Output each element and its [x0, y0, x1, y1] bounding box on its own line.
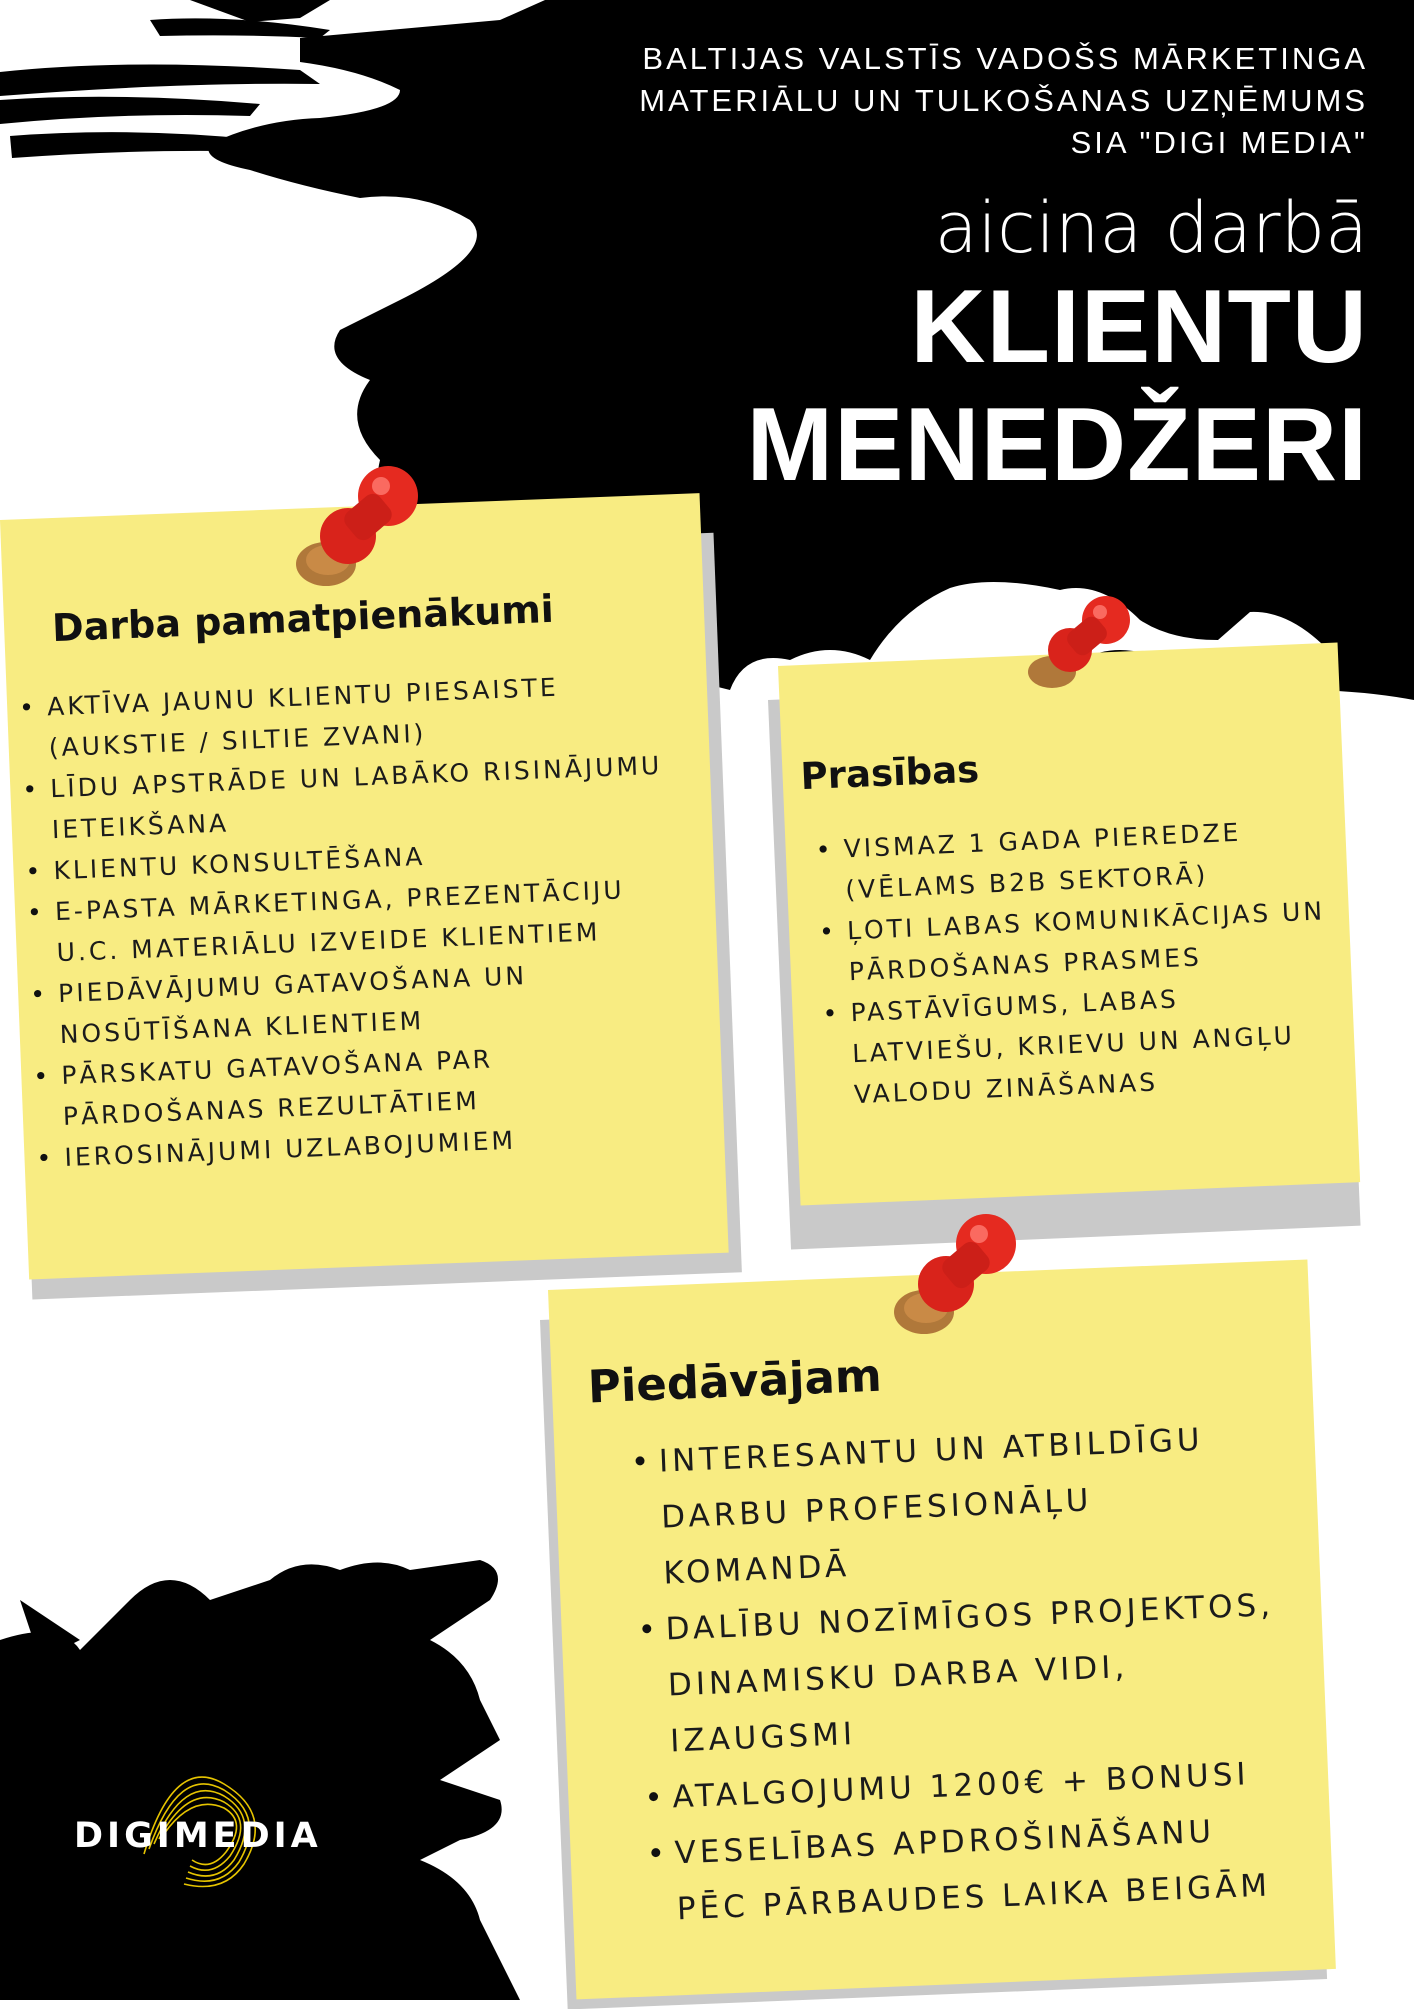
duties-heading: Darba pamatpienākumi — [51, 586, 555, 651]
list-item: • E-PASTA MĀRKETINGA, PREZENTĀCIJU U.C. MATERIĀLU IZVEIDE KLIENTIEM — [54, 867, 697, 974]
list-item: • LĪDU APSTRĀDE UN LABĀKO RISINĀJUMU IETEIKŠANA — [50, 744, 693, 851]
sticky-note-offer — [548, 1259, 1336, 1999]
requirements-list — [843, 808, 1345, 1115]
job-title — [639, 268, 1368, 504]
pushpin-icon — [884, 1204, 1034, 1344]
list-item: • ĻOTI LABAS KOMUNIKĀCIJAS UN PĀRDOŠANAS PRASMES — [846, 890, 1339, 992]
list-item: • PĀRSKATU GATAVOŠANA PAR PĀRDOŠANAS REZULTĀTIEM — [61, 1031, 704, 1138]
list-item: • PASTĀVĪGUMS, LABAS LATVIEŠU, KRIEVU UN ANGĻU VALODU ZINĀŠANAS — [850, 972, 1345, 1115]
list-item: • INTERESANTU UN ATBILDĪGU DARBU PROFESIONĀĻU KOMANDĀ — [658, 1409, 1274, 1601]
company-intro — [639, 38, 1368, 164]
sticky-note-duties — [0, 493, 729, 1279]
offer-heading: Piedāvājam — [586, 1348, 883, 1414]
pushpin-icon — [286, 456, 436, 596]
sticky-note-requirements — [778, 643, 1360, 1206]
job-title-line-1: KLIENTU — [910, 269, 1368, 385]
list-item: • IEROSINĀJUMI UZLABOJUMIEM — [64, 1112, 705, 1178]
list-item: • AKTĪVA JAUNU KLIENTU PIESAISTE (AUKSTIE / SILTIE ZVANI) — [46, 662, 689, 769]
logo-text: DIGIMEDIA — [74, 1816, 322, 1856]
list-item: • VESELĪBAS APDROŠINĀŠANU PĒC PĀRBAUDES LAIKA BEIGĀM — [674, 1801, 1288, 1937]
intro-line-3: SIA "DIGI MEDIA" — [1070, 125, 1368, 160]
list-item: • ATALGOJUMU 1200€ + BONUSI — [671, 1745, 1283, 1825]
intro-line-2: MATERIĀLU UN TULKOŠANAS UZŅĒMUMS — [639, 83, 1368, 118]
job-title-line-2: MENEDŽERI — [746, 387, 1368, 503]
list-item: • VISMAZ 1 GADA PIEREDZE (VĒLAMS B2B SEKTORĀ) — [843, 808, 1336, 910]
header — [639, 38, 1368, 504]
pushpin-icon — [1018, 590, 1148, 700]
list-item: • PIEDĀVĀJUMU GATAVOŠANA UN NOSŪTĪŠANA KLIENTIEM — [57, 949, 700, 1056]
duties-list — [46, 662, 704, 1178]
intro-line-1: BALTIJAS VALSTĪS VADOŠS MĀRKETINGA — [642, 41, 1368, 76]
offer-list — [658, 1409, 1288, 1937]
invite-text: aicina darbā — [934, 187, 1368, 269]
list-item: • KLIENTU KONSULTĒŠANA — [53, 826, 694, 892]
digimedia-logo — [74, 1744, 322, 1894]
list-item: • DALĪBU NOZĪMĪGOS PROJEKTOS, DINAMISKU DARBA VIDI, IZAUGSMI — [665, 1577, 1281, 1769]
requirements-heading: Prasības — [799, 747, 980, 799]
